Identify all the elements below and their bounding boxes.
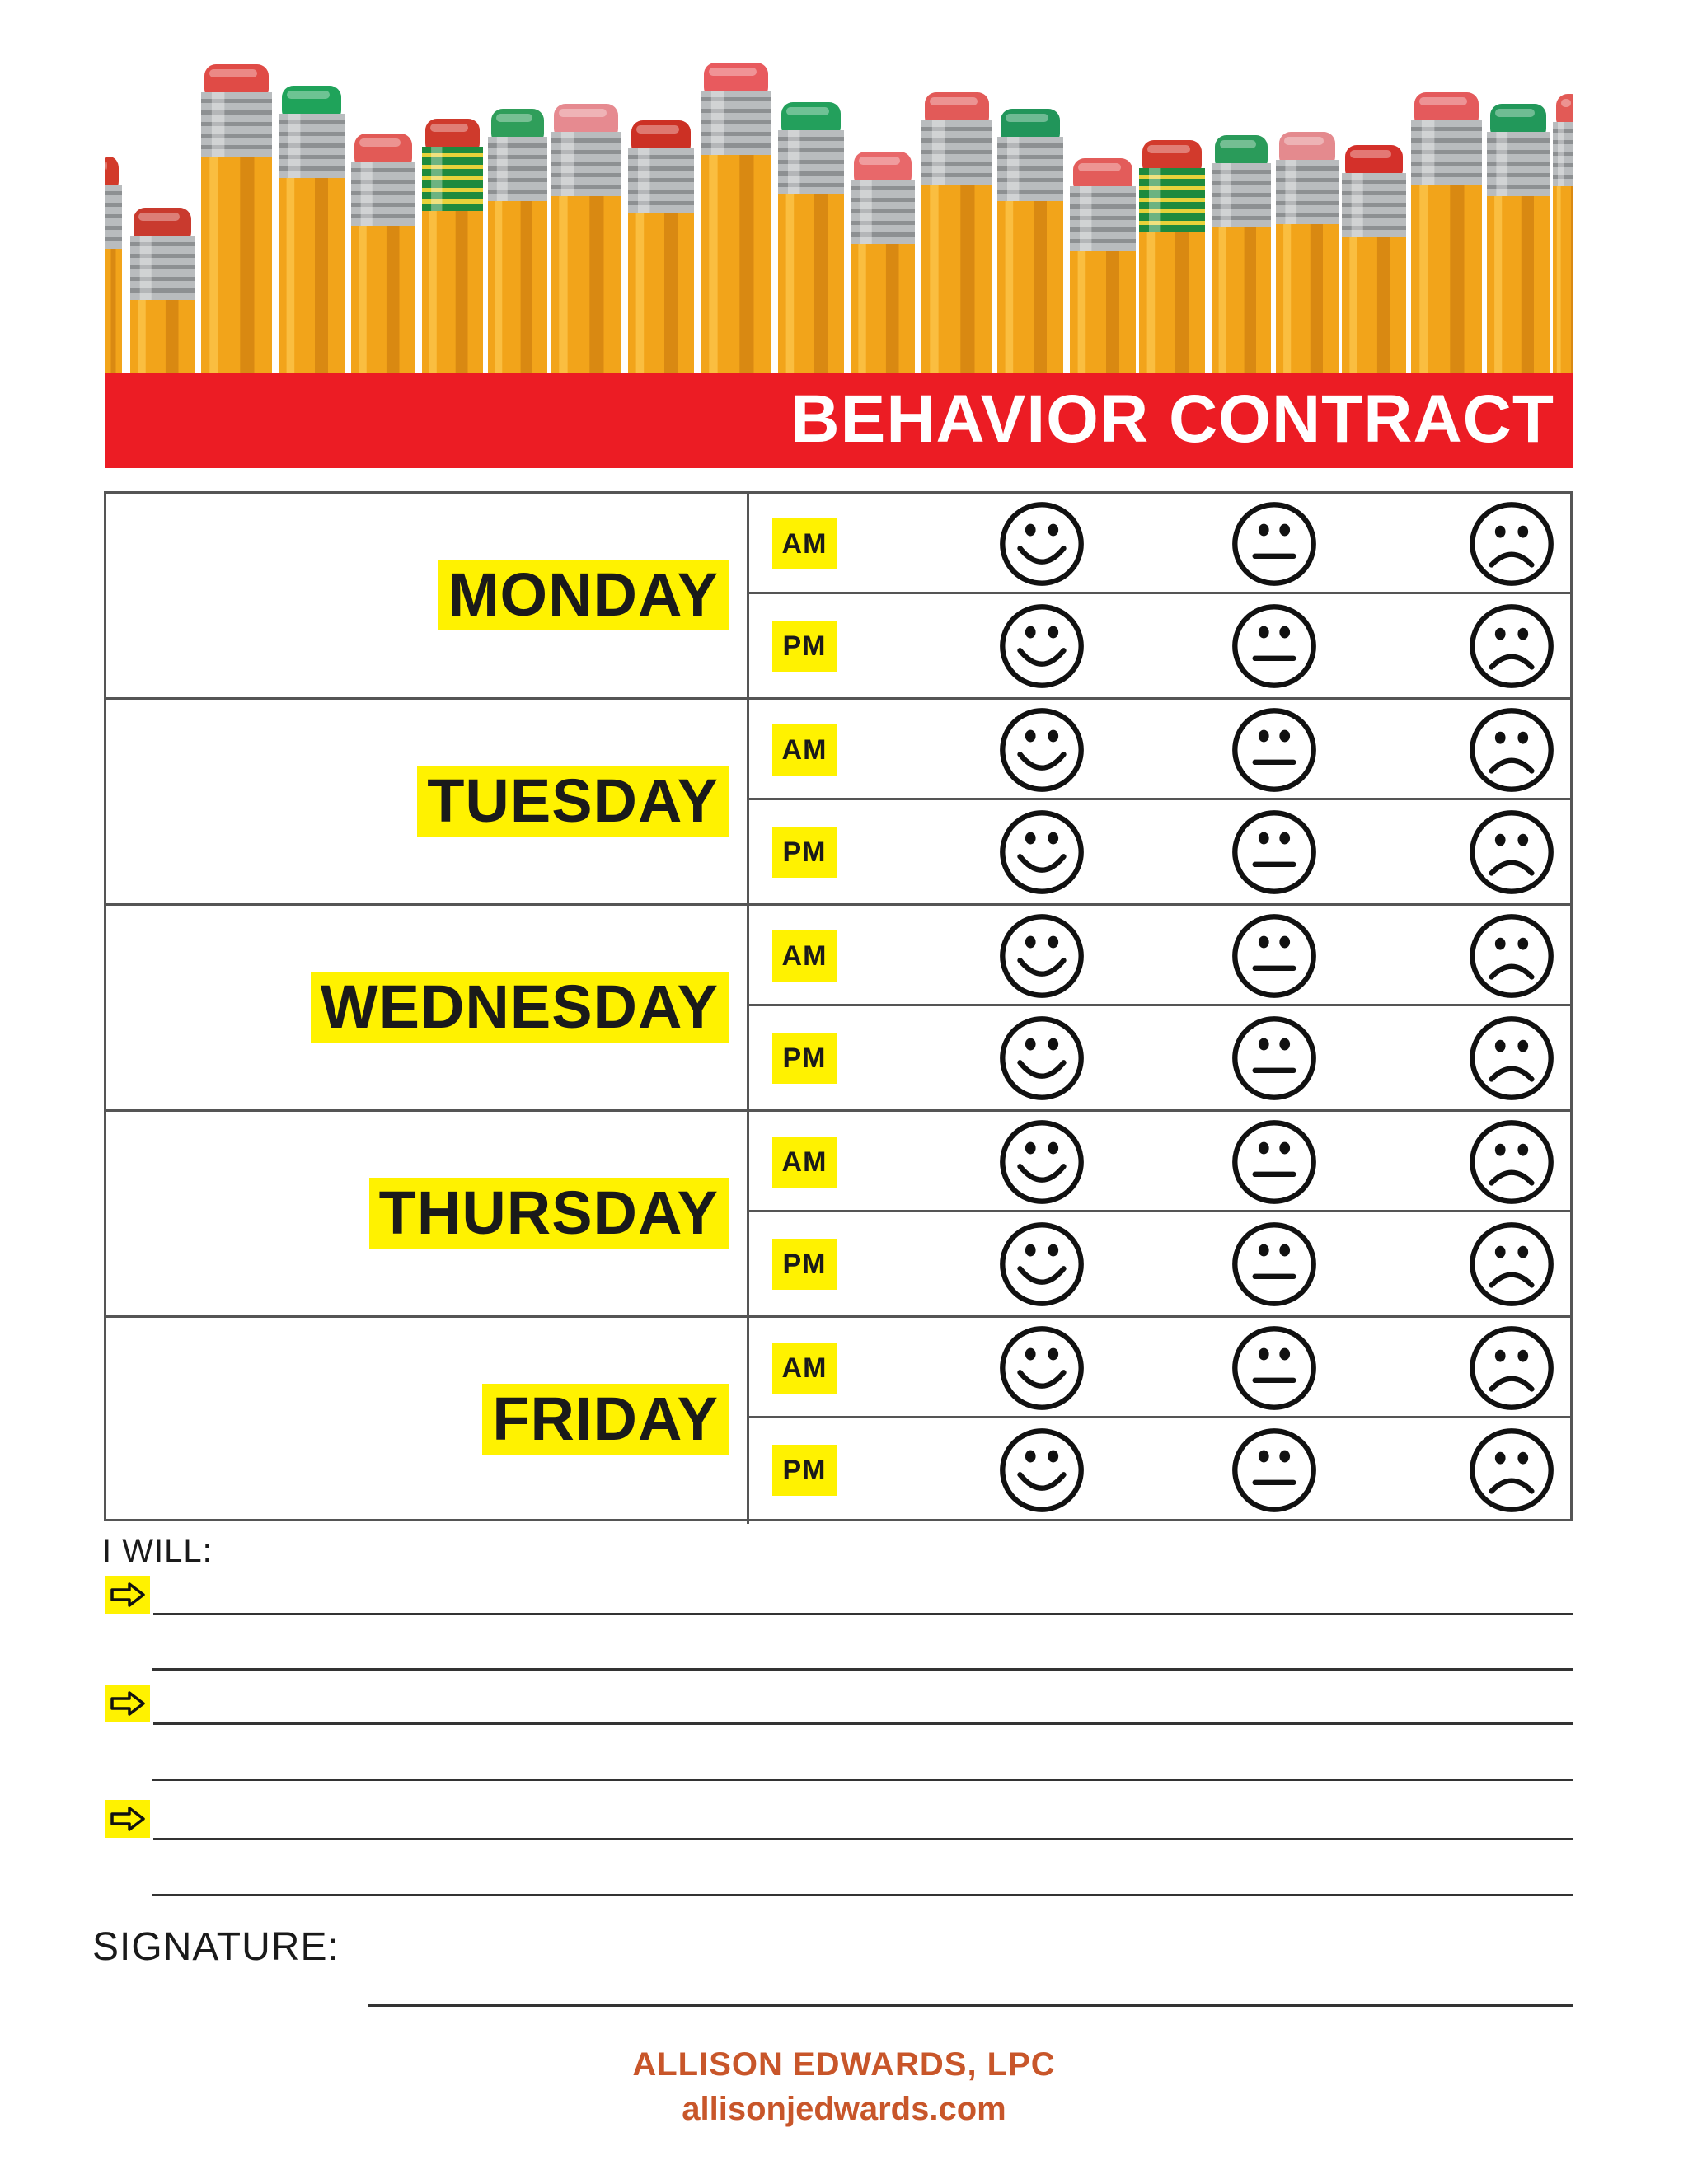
happy-face-icon[interactable] — [998, 1324, 1085, 1412]
neutral-face-icon[interactable] — [1231, 1427, 1318, 1514]
neutral-face-icon[interactable] — [1231, 1324, 1318, 1412]
day-label: MONDAY — [438, 560, 729, 630]
pencil-image — [921, 92, 992, 373]
pencil-image — [106, 157, 122, 373]
sad-face-icon[interactable] — [1468, 1221, 1555, 1308]
pencil-image — [1139, 140, 1205, 373]
slot-row — [749, 1318, 1570, 1418]
happy-face-icon[interactable] — [998, 1427, 1085, 1514]
title-bar — [106, 373, 1573, 468]
happy-face-icon[interactable] — [998, 706, 1085, 794]
slot-row — [749, 494, 1570, 594]
day-row-thursday — [106, 1112, 1570, 1318]
slot-row — [749, 1214, 1570, 1315]
goal-line[interactable] — [152, 1779, 1573, 1781]
pencil-image — [701, 63, 771, 373]
goal-line[interactable] — [152, 1668, 1573, 1671]
neutral-face-icon[interactable] — [1231, 500, 1318, 588]
neutral-face-icon[interactable] — [1231, 602, 1318, 690]
happy-face-icon[interactable] — [998, 1118, 1085, 1206]
footer-author: ALLISON EDWARDS, LPC — [632, 2046, 1056, 2083]
slot-row — [749, 1112, 1570, 1212]
pencil-image — [1070, 158, 1136, 373]
pencil-image — [201, 64, 272, 373]
sad-face-icon[interactable] — [1468, 1427, 1555, 1514]
day-label: FRIDAY — [482, 1384, 729, 1455]
happy-face-icon[interactable] — [998, 602, 1085, 690]
pencil-image — [1411, 92, 1482, 373]
footer-website: allisonjedwards.com — [682, 2091, 1006, 2127]
day-row-tuesday — [106, 700, 1570, 906]
sad-face-icon[interactable] — [1468, 1118, 1555, 1206]
pencil-image — [851, 152, 915, 373]
signature-label: SIGNATURE: — [92, 1925, 340, 1969]
happy-face-icon[interactable] — [998, 808, 1085, 896]
pencil-image — [488, 109, 547, 373]
pencil-image — [551, 104, 621, 373]
slot-row — [749, 802, 1570, 902]
sad-face-icon[interactable] — [1468, 500, 1555, 588]
slot-row — [749, 1008, 1570, 1108]
behavior-chart — [104, 491, 1573, 1521]
slot-row — [749, 700, 1570, 800]
slot-tag: AM — [772, 1343, 837, 1394]
right-arrow-icon — [106, 1576, 150, 1614]
neutral-face-icon[interactable] — [1231, 706, 1318, 794]
day-row-wednesday — [106, 906, 1570, 1112]
sad-face-icon[interactable] — [1468, 808, 1555, 896]
day-label: WEDNESDAY — [311, 972, 729, 1043]
happy-face-icon[interactable] — [998, 1221, 1085, 1308]
pencil-image — [1212, 135, 1271, 373]
day-label: TUESDAY — [417, 766, 729, 837]
slot-tag: PM — [772, 621, 837, 672]
pencil-image — [422, 119, 483, 373]
signature-line[interactable] — [368, 2004, 1573, 2007]
pencil-image — [778, 102, 844, 373]
pencil-image — [279, 86, 345, 373]
pencil-image — [1487, 104, 1550, 373]
slot-tag: PM — [772, 1033, 837, 1084]
sad-face-icon[interactable] — [1468, 1324, 1555, 1412]
i-will-label: I WILL: — [102, 1533, 213, 1569]
pencil-image — [351, 134, 415, 373]
neutral-face-icon[interactable] — [1231, 1118, 1318, 1206]
sad-face-icon[interactable] — [1468, 912, 1555, 1000]
slot-tag: AM — [772, 724, 837, 776]
slot-tag: PM — [772, 1445, 837, 1496]
slot-row — [749, 906, 1570, 1006]
goal-line[interactable] — [152, 1894, 1573, 1896]
day-row-friday — [106, 1318, 1570, 1524]
neutral-face-icon[interactable] — [1231, 912, 1318, 1000]
pencil-image — [628, 120, 694, 373]
goal-line[interactable] — [153, 1838, 1573, 1840]
slot-tag: AM — [772, 930, 837, 982]
day-label: THURSDAY — [369, 1178, 729, 1249]
slot-row — [749, 596, 1570, 696]
goal-line[interactable] — [153, 1722, 1573, 1725]
pencil-image — [997, 109, 1063, 373]
happy-face-icon[interactable] — [998, 1015, 1085, 1102]
neutral-face-icon[interactable] — [1231, 808, 1318, 896]
sad-face-icon[interactable] — [1468, 706, 1555, 794]
page-title: BEHAVIOR CONTRACT — [790, 382, 1554, 457]
pencils-banner-image — [106, 58, 1573, 373]
neutral-face-icon[interactable] — [1231, 1221, 1318, 1308]
pencil-image — [1553, 94, 1573, 373]
sad-face-icon[interactable] — [1468, 602, 1555, 690]
slot-tag: AM — [772, 518, 837, 569]
happy-face-icon[interactable] — [998, 500, 1085, 588]
pencil-image — [1342, 145, 1406, 373]
pencil-image — [130, 208, 195, 373]
happy-face-icon[interactable] — [998, 912, 1085, 1000]
pencil-image — [1276, 132, 1339, 373]
day-row-monday — [106, 494, 1570, 700]
slot-tag: AM — [772, 1137, 837, 1188]
goal-line[interactable] — [153, 1613, 1573, 1615]
slot-tag: PM — [772, 827, 837, 878]
right-arrow-icon — [106, 1685, 150, 1722]
slot-tag: PM — [772, 1239, 837, 1290]
slot-row — [749, 1420, 1570, 1521]
sad-face-icon[interactable] — [1468, 1015, 1555, 1102]
right-arrow-icon — [106, 1800, 150, 1838]
neutral-face-icon[interactable] — [1231, 1015, 1318, 1102]
